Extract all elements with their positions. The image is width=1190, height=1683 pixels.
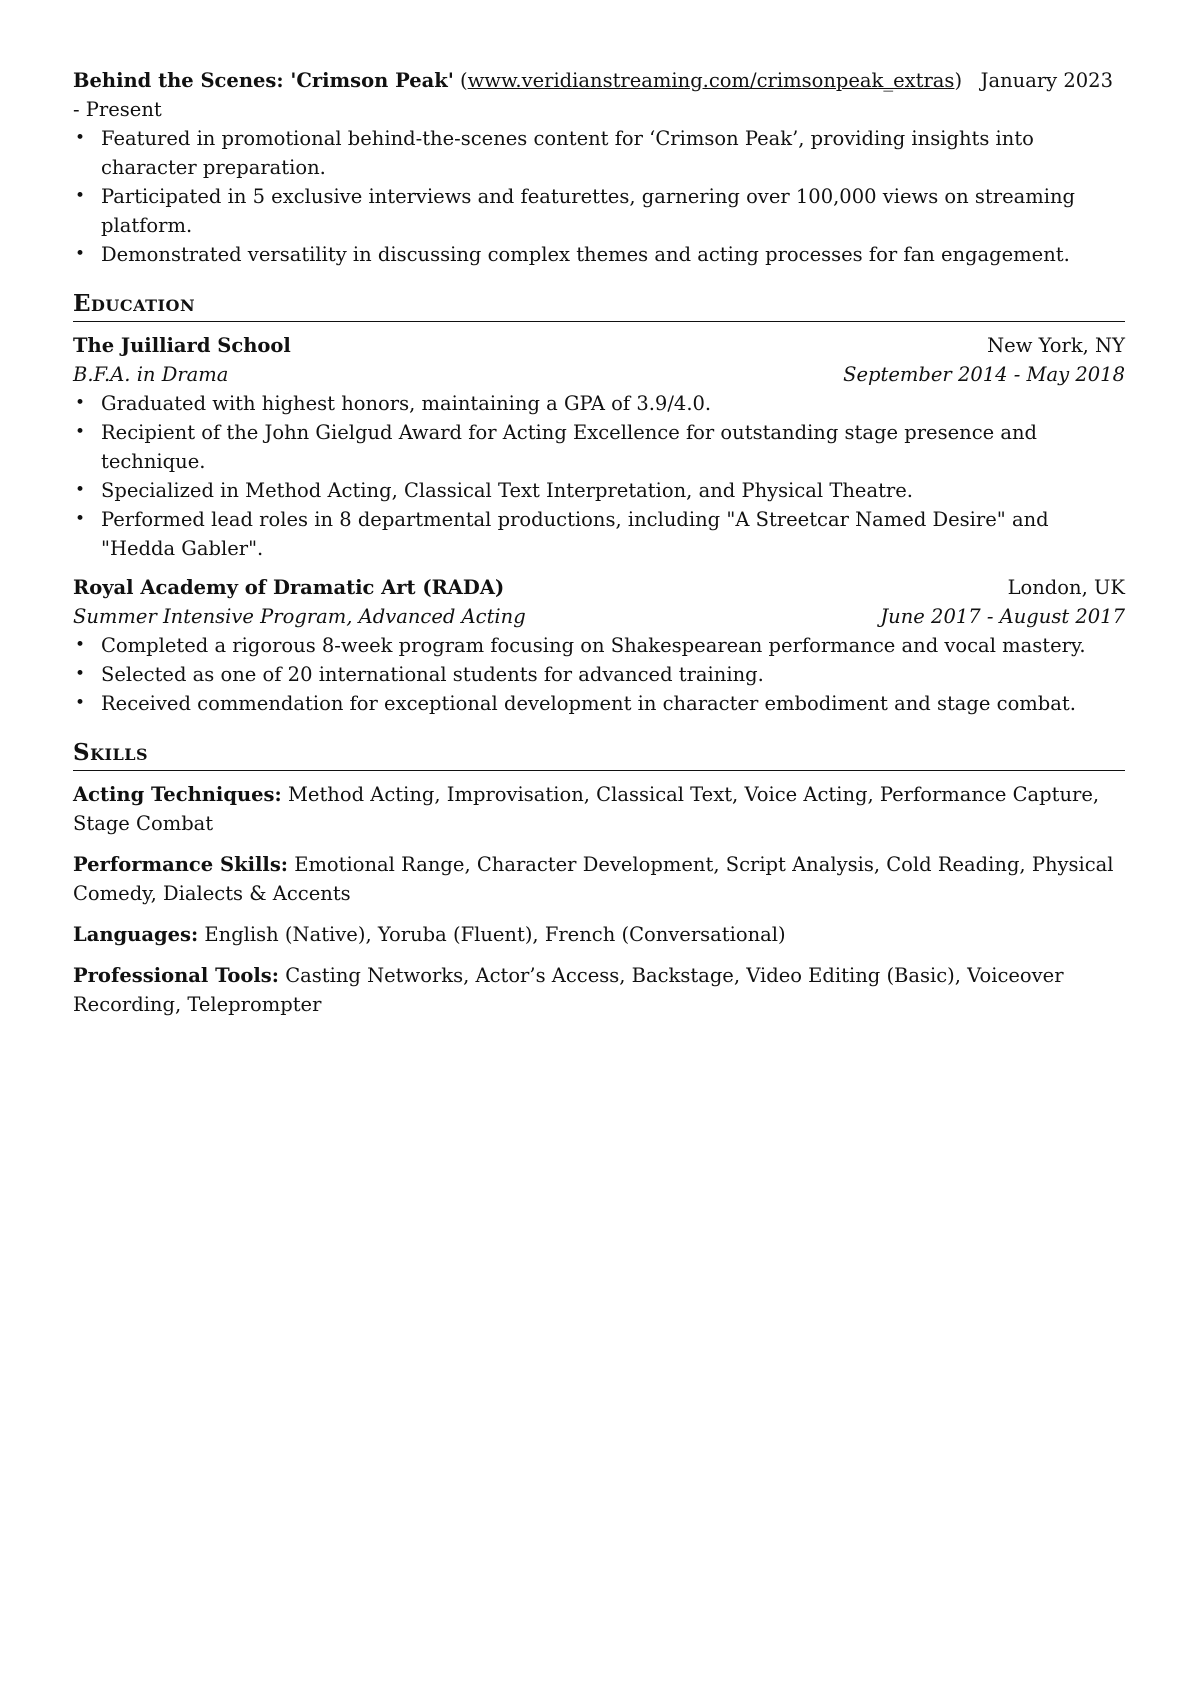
education-dates: June 2017 - August 2017: [880, 605, 1125, 628]
list-item: • Demonstrated versatility in discussing complex themes and acting processes for fan engagement.: [101, 240, 1125, 269]
experience-bullets: [73, 124, 1125, 269]
education-bullets: [73, 389, 1125, 563]
skill-label: Professional Tools:: [73, 964, 279, 987]
resume-page: [73, 66, 1125, 1031]
experience-header: Behind the Scenes: 'Crimson Peak' (www.veridianstreaming.com/crimsonpeak_extras) January 2023 - Present: [73, 69, 1113, 121]
skill-label: Performance Skills:: [73, 853, 288, 876]
experience-title: Behind the Scenes: 'Crimson Peak': [73, 69, 454, 92]
skill-label: Languages:: [73, 923, 199, 946]
experience-link[interactable]: www.veridianstreaming.com/crimsonpeak_extras: [467, 69, 955, 92]
list-item: • Performed lead roles in 8 departmental productions, including "A Streetcar Named Desire" and "Hedda Gabler".: [101, 505, 1125, 563]
education-bullets: [73, 631, 1125, 718]
skill-value: Emotional Range, Character Development, Script Analysis, Cold Reading, Physical Comedy, Dialects & Accents: [73, 853, 1114, 905]
education-entry: [73, 331, 1125, 563]
school-name: The Juilliard School: [73, 334, 291, 357]
skill-value: English (Native), Yoruba (Fluent), French (Conversational): [204, 923, 786, 946]
experience-dates: January 2023 - Present: [73, 69, 1113, 121]
list-item: • Specialized in Method Acting, Classical Text Interpretation, and Physical Theatre.: [101, 476, 1125, 505]
skill-value: Casting Networks, Actor’s Access, Backstage, Video Editing (Basic), Voiceover Recording, Teleprompter: [73, 964, 1064, 1016]
degree: B.F.A. in Drama: [73, 363, 229, 386]
education-dates: September 2014 - May 2018: [843, 363, 1125, 386]
skill-line: [73, 961, 1125, 1019]
skill-label: Acting Techniques:: [73, 783, 282, 806]
experience-entry: [73, 66, 1125, 269]
school-name: Royal Academy of Dramatic Art (RADA): [73, 576, 505, 599]
section-heading-skills: Skills: [73, 737, 1125, 771]
school-location: London, UK: [1007, 576, 1125, 599]
list-item: • Completed a rigorous 8-week program focusing on Shakespearean performance and vocal mastery.: [101, 631, 1125, 660]
list-item: • Recipient of the John Gielgud Award for Acting Excellence for outstanding stage presence and technique.: [101, 418, 1125, 476]
list-item: • Participated in 5 exclusive interviews and featurettes, garnering over 100,000 views on streaming platform.: [101, 182, 1125, 240]
list-item: • Graduated with highest honors, maintaining a GPA of 3.9/4.0.: [101, 389, 1125, 418]
list-item: • Selected as one of 20 international students for advanced training.: [101, 660, 1125, 689]
list-item: • Received commendation for exceptional development in character embodiment and stage combat.: [101, 689, 1125, 718]
school-location: New York, NY: [987, 334, 1125, 357]
degree: Summer Intensive Program, Advanced Acting: [73, 605, 526, 628]
list-item: • Featured in promotional behind-the-scenes content for ‘Crimson Peak’, providing insights into character preparation.: [101, 124, 1125, 182]
skill-line: [73, 850, 1125, 908]
section-heading-education: Education: [73, 288, 1125, 322]
skill-line: [73, 920, 1125, 949]
skill-value: Method Acting, Improvisation, Classical Text, Voice Acting, Performance Capture, Stage Combat: [73, 783, 1100, 835]
skill-line: [73, 780, 1125, 838]
education-entry: [73, 573, 1125, 718]
